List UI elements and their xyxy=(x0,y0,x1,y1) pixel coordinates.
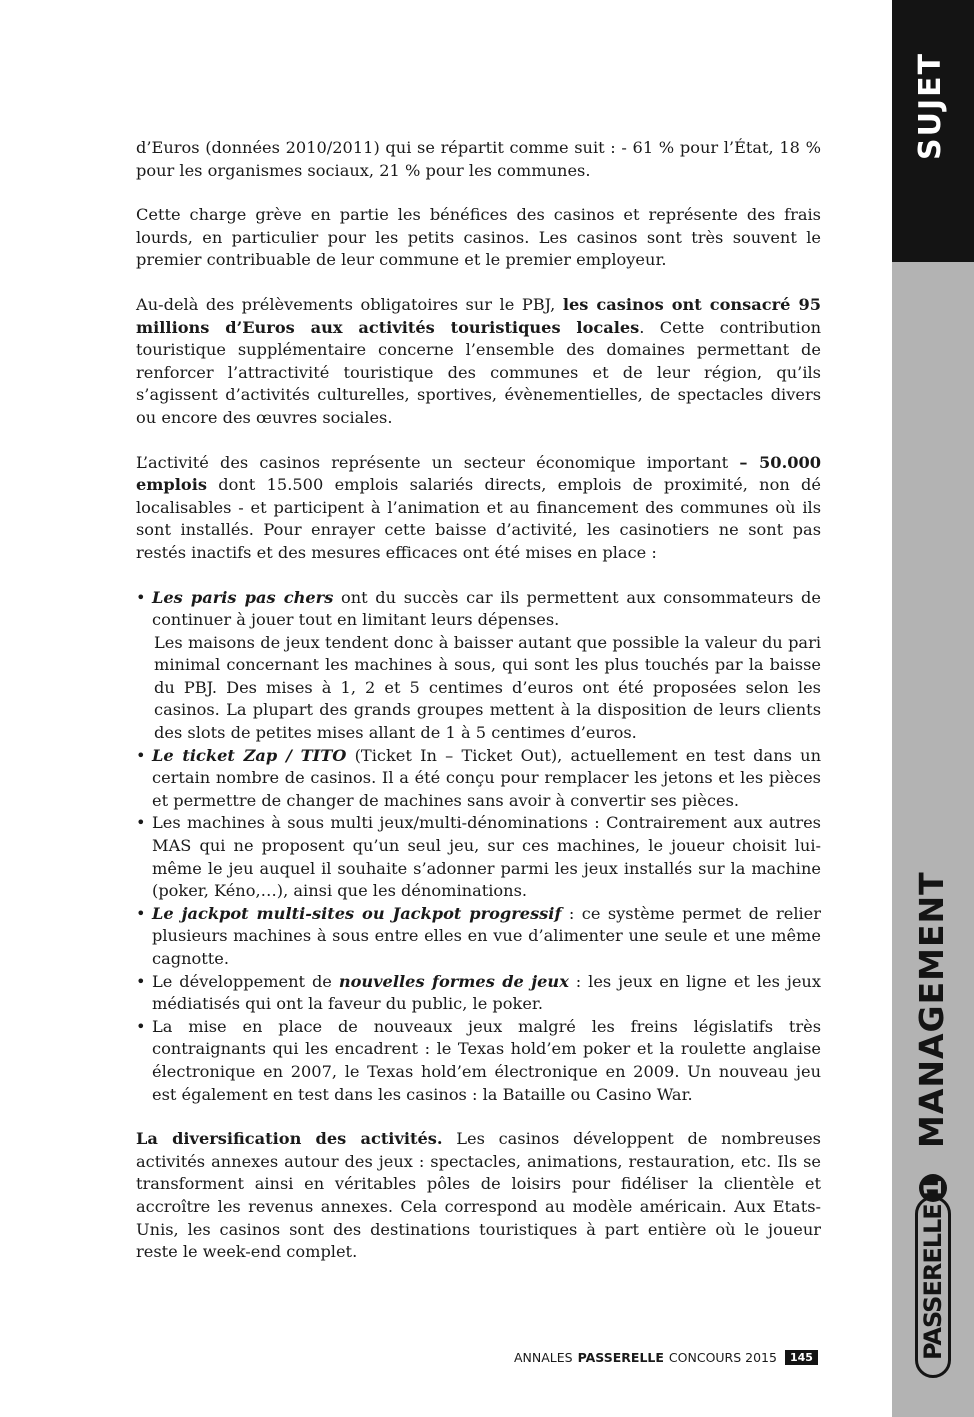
p3-bold: les casinos ont consacré 95 millions d’Euros aux activités touristiques locales xyxy=(136,294,822,337)
p4-text-b: dont 15.500 emplois salariés directs, emplois de proximité, non dé localisables - et participent à l’animation et au financement des communes où ils sont installés. Pour enrayer cette baisse d’activité, les casinotiers ne sont pas restés inactifs et des mesures efficaces ont été mises en place : xyxy=(136,475,821,562)
footer-concours: CONCOURS 2015 xyxy=(668,1349,777,1365)
page-number: 145 xyxy=(785,1350,818,1365)
bullet-1-detail: Les maisons de jeux tendent donc à baisser autant que possible la valeur du pari minimal concernant les machines à sous, qui sont les plus touchés par la baisse du PBJ. Des mises à 1, 2 et 5 centimes d’euros ont été proposées selon les casinos. La plupart des grands groupes mettent à la disposition de leurs clients des slots de petites mises allant de 1 à 5 centimes d’euros. xyxy=(154,632,821,743)
bullet-4-text: : ce système permet de relier plusieurs machines à sous entre elles en vue d’alimenter une seule et une même cagnotte. xyxy=(152,903,822,968)
paragraph-2: Cette charge grève en partie les bénéfices des casinos et représente des frais lourds, en particulier pour les petits casinos. Les casinos sont très souvent le premier contribuable de leur commune et le premier employeur. xyxy=(136,205,821,270)
bullet-2-text: (Ticket In – Ticket Out), actuellement en test dans un certain nombre de casinos. Il a été conçu pour remplacer les jetons et les pièces et permettre de changer de machines sans avoir à convertir ses pièces. xyxy=(152,745,822,810)
footer-passerelle: PASSERELLE xyxy=(577,1349,664,1365)
logo-number: 1 xyxy=(919,1174,947,1202)
list-item xyxy=(136,903,821,971)
bullet-5-title: nouvelles formes de jeux xyxy=(338,971,569,991)
paragraph-1: d’Euros (données 2010/2011) qui se répartit comme suit : - 61 % pour l’État, 18 % pour les organismes sociaux, 21 % pour les communes. xyxy=(136,138,821,180)
list-item xyxy=(136,745,821,813)
bullet-2-title: Le ticket Zap / TITO xyxy=(152,745,347,765)
passerelle-logo-text xyxy=(919,1174,947,1360)
closing-paragraph xyxy=(136,1128,821,1264)
main-text xyxy=(136,137,821,1286)
logo-word: PASSERELLE xyxy=(919,1204,947,1360)
bullet-1-text: ont du succès car ils permettent aux consommateurs de continuer à jouer tout en limitant leurs dépenses. xyxy=(152,587,821,630)
measures-list xyxy=(136,587,821,1107)
p3-text-b: . Cette contribution touristique supplémentaire concerne l’ensemble des domaines permettant de renforcer l’attractivité touristique des communes et de leur région, qu’ils s’agissent d’activités culturelles, sportives, évènementielles, de spectacles divers ou encore des œuvres sociales. xyxy=(136,317,821,427)
bullet-5-text-b: : les jeux en ligne et les jeux médiatisés qui ont la faveur du public, le poker. xyxy=(152,971,821,1014)
list-item xyxy=(136,812,821,902)
closing-heading: La diversification des activités. xyxy=(136,1129,443,1149)
bullet-3-text: Les machines à sous multi jeux/multi-dénominations : Contrairement aux autres MAS qui ne proposent qu’un seul jeu, sur ces machines, le joueur choisit lui-même le jeu auquel il souhaite s’adonner parmi les jeux installés sur la machine (poker, Kéno,…), ainsi que les dénominations. xyxy=(152,813,821,901)
bullet-4-title: Le jackpot multi-sites ou Jackpot progressif xyxy=(152,903,562,923)
p3-text-a: Au-delà des prélèvements obligatoires sur le PBJ, xyxy=(136,294,563,314)
bullet-6-text: La mise en place de nouveaux jeux malgré les freins législatifs très contraignants qui les encadrent : le Texas hold’em poker et la roulette anglaise électronique en 2007, le Texas hold’em électronique en 2009. Un nouveau jeu est également en test dans les casinos : la Bataille ou Casino War. xyxy=(152,1016,821,1104)
p4-text-a: L’activité des casinos représente un secteur économique important xyxy=(136,452,740,472)
sujet-label: SUJET xyxy=(913,51,948,160)
list-item xyxy=(136,1016,821,1106)
page-footer xyxy=(514,1347,818,1367)
bullet-1-title: Les paris pas chers xyxy=(152,587,334,607)
list-item xyxy=(136,587,821,745)
bullet-5-text-a: Le développement de xyxy=(152,971,339,991)
closing-text: Les casinos développent de nombreuses activités annexes autour des jeux : spectacles, animations, restauration, etc. Ils se transforment ainsi en véritables pôles de loisirs pour fidéliser la clientèle et accroître les revenus annexes. Cela correspond au modèle américain. Aux Etats-Unis, les casinos sont des destinations touristiques à part entière où le joueur reste le week-end complet. xyxy=(136,1129,821,1262)
p4-bold: – 50.000 emplois xyxy=(136,452,821,495)
paragraph-4 xyxy=(136,452,821,565)
footer-annales: ANNALES xyxy=(514,1349,573,1365)
paragraph-3 xyxy=(136,294,821,430)
list-item xyxy=(136,971,821,1016)
section-label: MANAGEMENT xyxy=(912,871,951,1148)
